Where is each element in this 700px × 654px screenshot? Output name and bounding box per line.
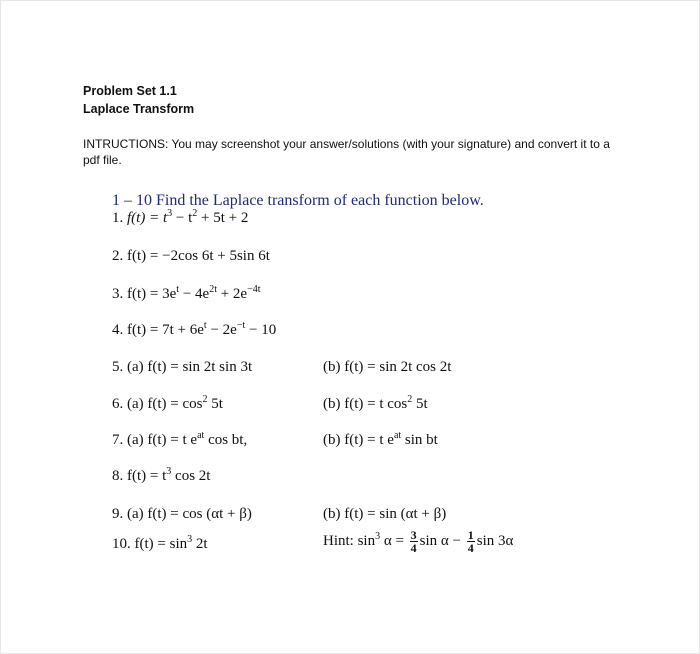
problem-1: 1. $f(t) = t^3 - t^2 + 5t + 2$ [112, 208, 249, 226]
problem-6b: (b) f(t) = t $\cos^2 5t$ [323, 394, 428, 412]
problem-3: 3. $f(t) = 3e^t - 4e^{2t} + 2e^{-4t}$ [112, 284, 261, 302]
fraction-one-quarter: $\frac{1}{4}$ [467, 528, 474, 555]
page-subtitle: Laplace Transform [83, 102, 195, 116]
fraction-three-quarters: $\frac{3}{4}$ [410, 528, 417, 555]
problem-2: 2. f(t) = −2cos 6t + 5sin 6t [112, 248, 270, 264]
task-heading: 1 – 10 Find the Laplace transform of each function below. [112, 192, 484, 209]
problem-5b: (b) f(t) = sin 2t cos 2t [323, 359, 452, 375]
problem-5a: 5. (a) f(t) = sin 2t sin 3t [112, 359, 253, 375]
problem-8: 8. $f(t) = t^3$ cos 2t [112, 466, 211, 484]
problem-9a: 9. (a) f(t) = cos (αt + β) [112, 506, 252, 522]
problem-10: 10. $f(t) = \sin^3 2t$ [112, 534, 208, 552]
hint-formula: Hint: $\sin^3 \alpha$ = $\frac{3}{4}$ sin α − $\frac{1}{4}$ sin 3α [323, 528, 514, 555]
problem-6a: 6. (a) $f(t) = \cos^2 5t$ [112, 394, 223, 412]
problem-7a: 7. (a) f(t) = t $e^{at}$ cos bt, [112, 430, 248, 448]
problem-9b: (b) f(t) = sin (αt + β) [323, 506, 447, 522]
problem-7b: (b) f(t) = t $e^{at}$ sin bt [323, 430, 438, 448]
page-title: Problem Set 1.1 [83, 84, 177, 98]
instructions-text: INTRUCTIONS: You may screenshot your answer/solutions (with your signature) and convert it to a pdf file. [83, 137, 610, 167]
problem-4: 4. $f(t) = 7t + 6e^t - 2e^{-t} - 10$ [112, 320, 277, 338]
